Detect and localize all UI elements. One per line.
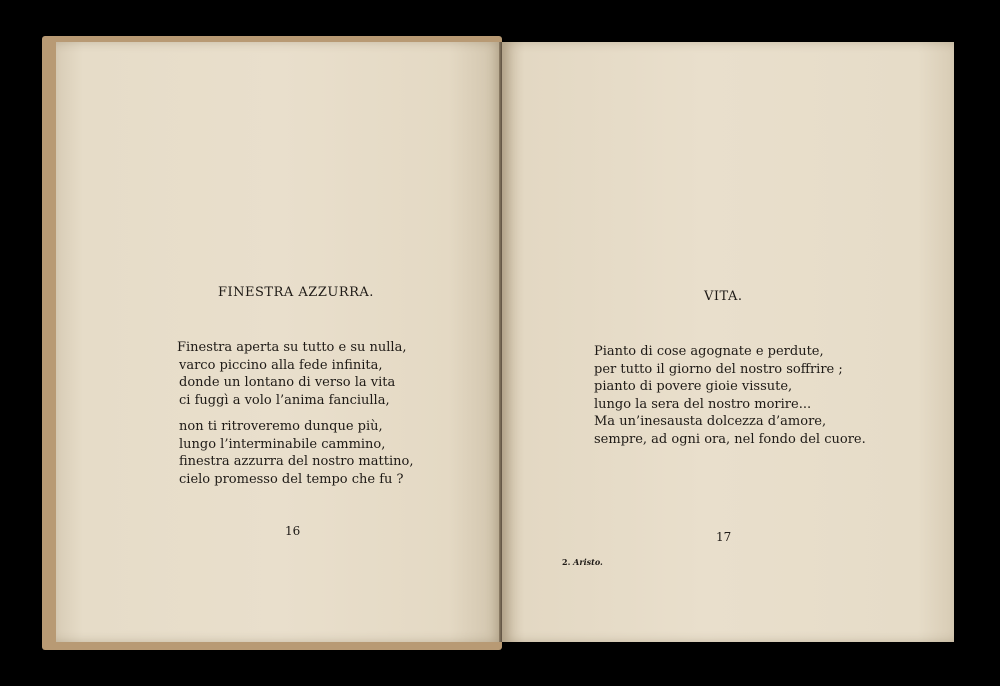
verse-line: varco piccino alla fede infinita, xyxy=(179,357,383,373)
verse-line: Ma un’inesausta dolcezza d’amore, xyxy=(594,414,827,429)
page-number: 17 xyxy=(716,530,732,544)
left-page xyxy=(56,42,502,642)
signature-title: Aristo. xyxy=(573,557,603,567)
verse-line: donde un lontano di verso la vita xyxy=(179,375,396,390)
verse-line: per tutto il giorno del nostro soffrire ; xyxy=(594,361,843,377)
poem-title-vita: VITA. xyxy=(704,289,743,304)
signature-number: 2. xyxy=(562,557,571,567)
verse-line: lungo l’interminabile cammino, xyxy=(179,436,386,452)
poem-title-finestra-azzurra: FINESTRA AZZURRA. xyxy=(218,285,374,300)
verse-line: finestra azzurra del nostro mattino, xyxy=(179,454,414,469)
verse-line: pianto di povere gioie vissute, xyxy=(594,379,793,394)
verse-line: sempre, ad ogni ora, nel fondo del cuore. xyxy=(594,431,866,447)
verse-line: lungo la sera del nostro morire... xyxy=(594,396,812,412)
stanza-1 xyxy=(177,339,406,409)
verse-line: non ti ritroveremo dunque più, xyxy=(179,419,383,434)
verse-line: Pianto di cose agognate e perdute, xyxy=(594,344,824,359)
stanza-2 xyxy=(179,418,413,488)
verse-line: cielo promesso del tempo che fu ? xyxy=(179,471,404,487)
right-page xyxy=(502,42,954,642)
stanza-1 xyxy=(594,343,866,448)
page-number: 16 xyxy=(285,524,301,538)
verse-line: Finestra aperta su tutto e su nulla, xyxy=(177,340,407,355)
verse-line: ci fuggì a volo l’anima fanciulla, xyxy=(179,392,390,408)
printer-signature xyxy=(562,557,603,567)
